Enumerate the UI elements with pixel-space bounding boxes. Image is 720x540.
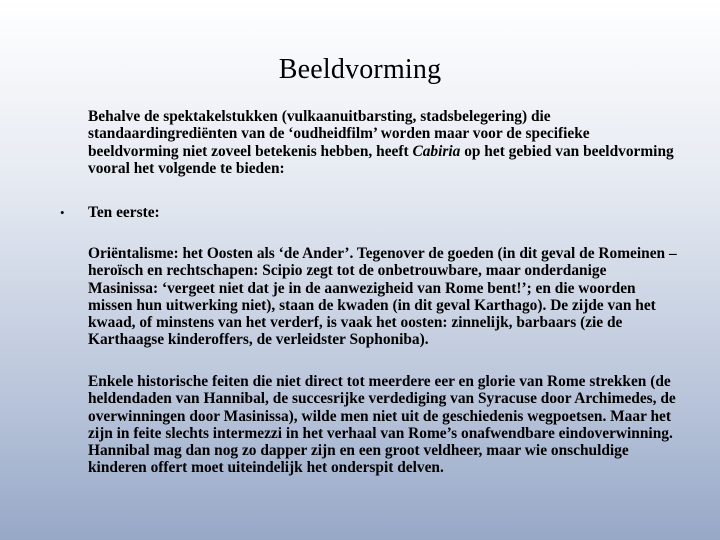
intro-paragraph — [88, 108, 678, 177]
intro-text-after: op het gebied van beeldvorming vooral het volgende te bieden: — [88, 142, 674, 177]
film-title-cabiria: Cabiria — [412, 142, 461, 160]
intro-text-before: Behalve de spektakelstukken (vulkaanuitbarsting, stadsbelegering) die standaardingrediënten van de ‘oudheidfilm’ worden maar voor de specifieke beeldvorming niet zoveel betekenis hebben, heeft — [88, 108, 590, 160]
bullet-icon: • — [60, 205, 65, 220]
history-paragraph: Enkele historische feiten die niet direct tot meerdere eer en glorie van Rome strekken (de heldendaden van Hannibal, de succesrijke verdediging van Syracuse door Archimedes, de overwinningen door Masinissa), wilde men niet uit de geschiedenis wegpoetsen. Maar het zijn in feite slechts intermezzi in het verhaal van Rome’s onafwendbare eindoverwinning. Hannibal mag dan nog zo dapper zijn en een groot veldheer, maar wie onschuldige kinderen offert moet uiteindelijk het onderspit delven. — [88, 373, 676, 477]
orientalism-paragraph: Oriëntalisme: het Oosten als ‘de Ander’. Tegenover de goeden (in dit geval de Romeinen – heroïsch en rechtschapen: Scipio zegt tot de onbetrouwbare, maar onderdanige Masinissa: ‘vergeet niet dat je in de aanwezigheid van Rome bent!’; en die woorden missen hun uitwerking niet), staan de kwaden (in dit geval Karthago). De zijde van het kwaad, of minstens van het verderf, is vaak het oosten: zinnelijk, barbaars (zie de Karthaagse kinderoffers, de verleidster Sophoniba). — [88, 245, 677, 349]
bullet-text: Ten eerste: — [88, 204, 160, 221]
slide-title: Beeldvorming — [278, 54, 442, 85]
